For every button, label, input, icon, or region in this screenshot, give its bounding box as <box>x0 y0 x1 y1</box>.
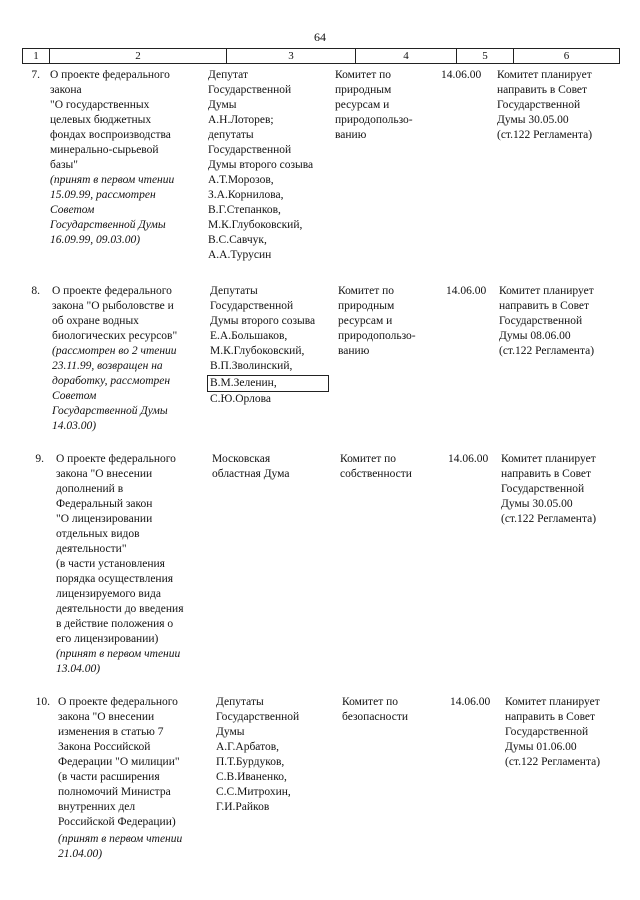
committee: Комитет по природным ресурсам и природопользо- ванию <box>338 285 416 357</box>
bill-title: О проекте федерального закона "О государственных целевых бюджетных фондах воспроизводства минерально-сырьевой базы" <box>50 69 171 171</box>
date: 14.06.00 <box>441 69 482 81</box>
row-number: 9. <box>35 453 44 465</box>
bill-authors-highlighted: В.М.Зеленин, <box>210 375 338 392</box>
row-number: 7. <box>31 69 40 81</box>
column-header-5: 5 <box>457 49 514 63</box>
bill-title: О проекте федерального закона "О внесении изменения в статью 7 Закона Российской Федерации "О милиции" (в части расширения полномочий Министра внутренних дел Российской Федерации) <box>58 696 180 828</box>
bill-status-note: (принят в первом чтении 13.04.00) <box>56 648 181 675</box>
bill-authors: Московская областная Дума <box>212 453 290 480</box>
decision: Комитет планирует направить в Совет Государственной Думы 30.05.00 (ст.122 Регламента) <box>501 453 597 525</box>
page-number: 64 <box>314 30 326 44</box>
column-header-6: 6 <box>563 50 570 62</box>
bill-status-note: (принят в первом чтении 21.04.00) <box>58 833 183 860</box>
bill-authors: Депутат Государственной Думы А.Н.Лоторев; депутаты Государственной Думы второго созыва А.Т.Морозов, З.А.Корнилова, В.Г.Степанков, М.К.Глубоковский, В.С.Савчук, А.А.Турусин <box>208 69 314 261</box>
row-number: 10. <box>35 696 50 708</box>
decision: Комитет планирует направить в Совет Государственной Думы 01.06.00 (ст.122 Регламента) <box>505 696 601 768</box>
bill-title: О проекте федерального закона "О рыболовстве и об охране водных биологических ресурсов" <box>52 285 178 342</box>
date: 14.06.00 <box>446 285 487 297</box>
column-header-1: 1 <box>23 49 50 63</box>
bill-status-note: (рассмотрен во 2 чтении 23.11.99, возвращен на доработку, рассмотрен Советом Государственной Думы 14.03.00) <box>52 345 177 432</box>
column-header-2: 2 <box>50 49 227 63</box>
decision: Комитет планирует направить в Совет Государственной Думы 08.06.00 (ст.122 Регламента) <box>499 285 595 357</box>
column-header-3: 3 <box>227 49 356 63</box>
bill-status-note: (принят в первом чтении 15.09.99, рассмотрен Советом Государственной Думы 16.09.99, 09.03.00) <box>50 174 175 246</box>
date: 14.06.00 <box>448 453 489 465</box>
date: 14.06.00 <box>450 696 491 708</box>
bill-title: О проекте федерального закона "О внесении дополнений в Федеральный закон "О лицензировании отдельных видов деятельности" (в части установления порядка осуществления лицензируемого вида деятельности до введения в действие положения о его лицензировании) <box>56 453 184 645</box>
bill-authors-continued: С.Ю.Орлова <box>210 393 272 405</box>
table-header-row <box>22 48 620 64</box>
bill-authors: Депутаты Государственной Думы второго созыва Е.А.Большаков, М.К.Глубоковский, В.П.Зволинский, <box>210 285 316 372</box>
bill-authors: Депутаты Государственной Думы А.Г.Арбатов, П.Т.Бурдуков, С.В.Иваненко, С.С.Митрохин, Г.И.Райков <box>216 696 300 813</box>
column-header-4: 4 <box>356 49 457 63</box>
committee: Комитет по безопасности <box>342 696 409 723</box>
row-number: 8. <box>31 285 40 297</box>
committee: Комитет по природным ресурсам и природопользо- ванию <box>335 69 413 141</box>
decision: Комитет планирует направить в Совет Государственной Думы 30.05.00 (ст.122 Регламента) <box>497 69 593 141</box>
committee: Комитет по собственности <box>340 453 412 480</box>
